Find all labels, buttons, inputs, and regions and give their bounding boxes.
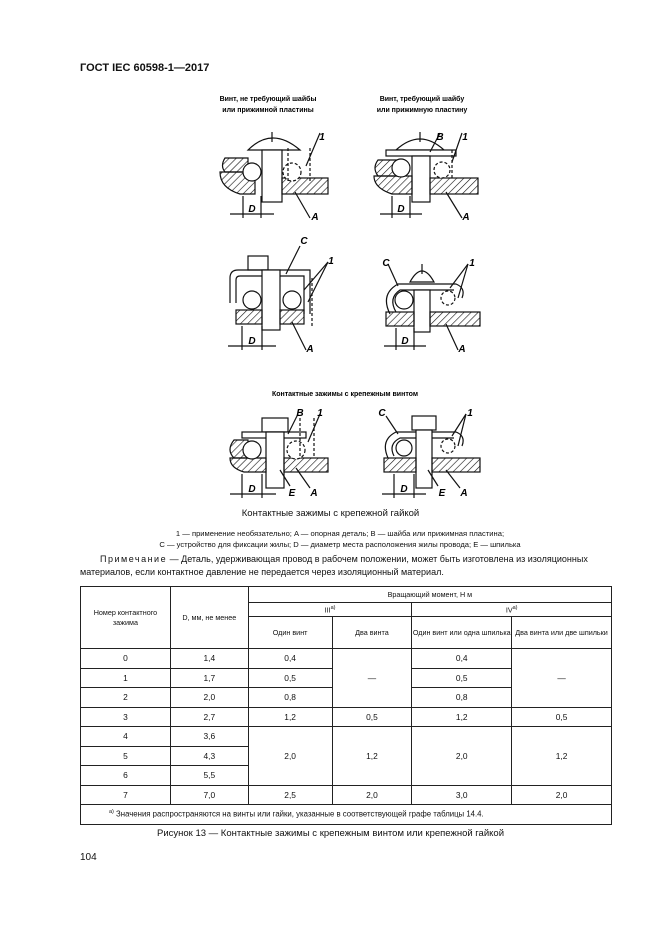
- table-footnote: $^{а)}$ Значения распространяются на винты или гайки, указанные в соответствующей графе таблицы 14.4.: [81, 805, 612, 825]
- svg-text:1: 1: [328, 256, 334, 267]
- drawing-hook-clamp: [384, 264, 480, 350]
- svg-text:A: A: [462, 212, 470, 223]
- legend-line-1: 1 — применение необязательно; A — опорная деталь; B — шайба или прижимная пластина;: [175, 529, 505, 538]
- table-row: 1 1,7 0,5 0,5: [81, 668, 612, 688]
- svg-text:1: 1: [317, 408, 323, 419]
- title-screw-no-washer-2: или прижимной пластины: [222, 107, 314, 114]
- header-torque: Вращающий момент, Н м: [248, 587, 611, 603]
- page-number: 104: [80, 852, 97, 863]
- svg-text:A: A: [306, 344, 314, 355]
- svg-text:D: D: [248, 336, 256, 347]
- drawing-nut-hook: [382, 414, 480, 498]
- table-row: 6 5,5: [81, 766, 612, 786]
- svg-text:B: B: [436, 132, 444, 143]
- table-row: 0 1,4 0,4 — 0,4 —: [81, 649, 612, 669]
- svg-text:D: D: [248, 204, 256, 215]
- table-row: 2 2,0 0,8 0,8: [81, 688, 612, 708]
- header-two-screws-studs: Два винта или две шпильки: [512, 617, 612, 649]
- drawing-screw-no-washer: [220, 132, 328, 218]
- table-footnote-row: [81, 805, 612, 825]
- note-prefix: Примечание: [100, 554, 168, 564]
- title-screw-terminals: Контактные зажимы с крепежным винтом: [271, 391, 419, 398]
- terminal-drawings: [200, 88, 500, 508]
- svg-text:D: D: [401, 336, 409, 347]
- header-diameter: D, мм, не менее: [170, 587, 248, 649]
- note-paragraph: [80, 553, 600, 579]
- table-row: 3 2,7 1,2 0,5 1,2 0,5: [81, 707, 612, 727]
- svg-text:C: C: [300, 236, 308, 247]
- svg-text:1: 1: [469, 258, 475, 269]
- svg-text:D: D: [400, 484, 408, 495]
- svg-text:D: D: [397, 204, 405, 215]
- header-two-screws: Два винта: [332, 617, 412, 649]
- drawing-nut-washer: [230, 414, 328, 498]
- svg-text:1: 1: [462, 132, 468, 143]
- table-row: 4 3,6 2,0 1,2 2,0 1,2: [81, 727, 612, 747]
- svg-text:A: A: [458, 344, 466, 355]
- torque-table: [80, 586, 612, 825]
- svg-text:E: E: [288, 488, 296, 499]
- header-one-screw: Один винт: [248, 617, 332, 649]
- svg-text:A: A: [460, 488, 468, 499]
- drawing-clamp: [228, 246, 328, 350]
- drawing-screw-washer: [374, 132, 478, 218]
- table-row: 5 4,3: [81, 746, 612, 766]
- svg-text:C: C: [378, 408, 386, 419]
- svg-text:D: D: [248, 484, 256, 495]
- figure-legend: [80, 528, 600, 550]
- svg-text:A: A: [310, 488, 318, 499]
- header-number: Номер контактного зажима: [81, 587, 171, 649]
- svg-text:1: 1: [319, 132, 325, 143]
- header-group-3: $III^{а)}$: [248, 603, 412, 617]
- legend-line-2: C — устройство для фиксации жилы; D — диаметр места расположения жилы провода; E — шпилька: [159, 540, 521, 549]
- title-screw-no-washer-1: Винт, не требующий шайбы: [219, 96, 317, 103]
- note-text: — Деталь, удерживающая провод в рабочем положении, может быть изготовлена из изоляционных материалов, если контактное давление не передается через изоляционный материал.: [80, 554, 588, 577]
- svg-text:1: 1: [467, 408, 473, 419]
- nut-terminals-caption: Контактные зажимы с крепежной гайкой: [241, 508, 420, 519]
- header-group-4: $IV^{а)}$: [412, 603, 612, 617]
- figure-caption: Рисунок 13 — Контактные зажимы с крепежным винтом или крепежной гайкой: [156, 828, 505, 839]
- header-one-screw-stud: Один винт или одна шпилька: [412, 617, 512, 649]
- title-screw-washer-1: Винт, требующий шайбу: [379, 96, 465, 103]
- document-header: ГОСТ IEC 60598-1—2017: [80, 62, 210, 74]
- svg-text:B: B: [296, 408, 304, 419]
- svg-text:A: A: [311, 212, 319, 223]
- svg-text:C: C: [382, 258, 390, 269]
- title-screw-washer-2: или прижимную пластину: [376, 107, 468, 114]
- table-row: 7 7,0 2,5 2,0 3,0 2,0: [81, 785, 612, 805]
- svg-text:E: E: [438, 488, 446, 499]
